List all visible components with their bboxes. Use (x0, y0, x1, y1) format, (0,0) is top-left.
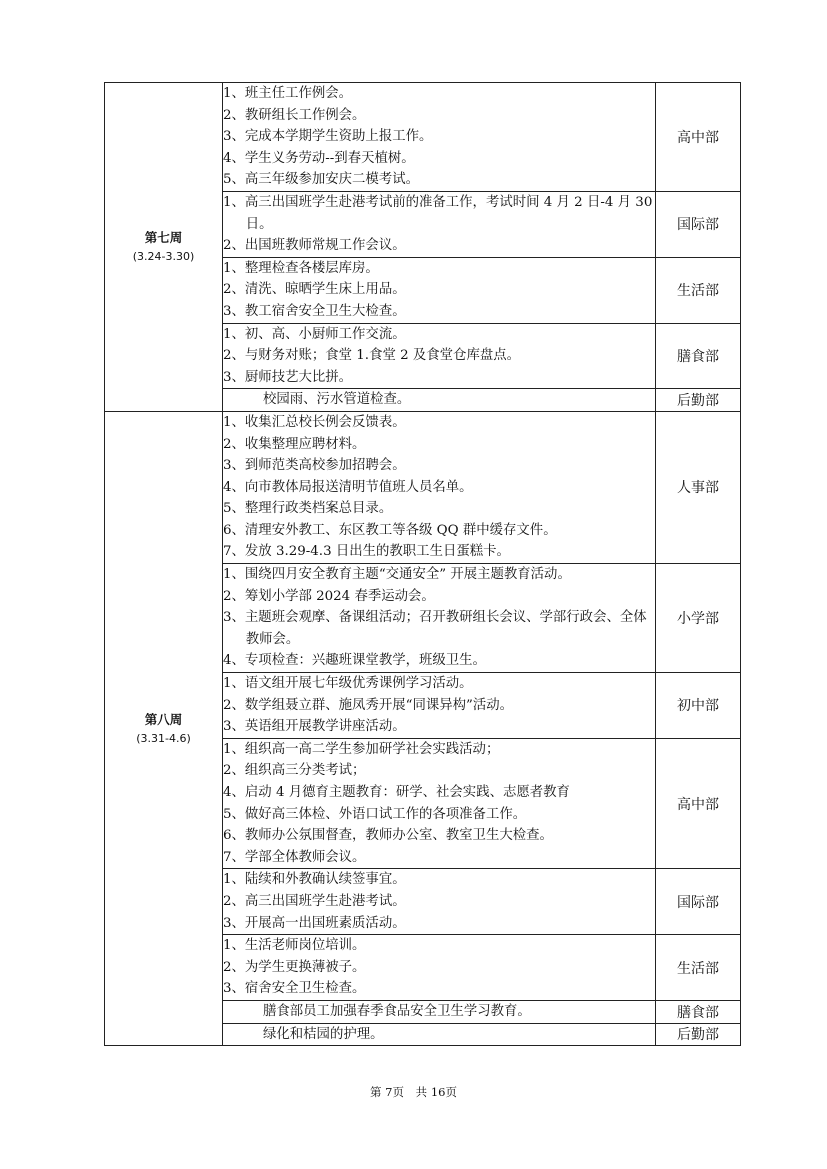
page-total: 共 16页 (415, 1085, 457, 1099)
task-item: 6、清理安外教工、东区教工等各级 QQ 群中缓存文件。 (223, 522, 557, 538)
week-range: (3.31-4.6) (136, 731, 191, 745)
task-list-cell (223, 738, 656, 869)
week-name: 第八周 (144, 711, 183, 727)
week-cell (105, 411, 223, 1045)
task-item: 4、学生义务劳动--到春天植树。 (223, 150, 415, 166)
task-item: 2、数学组聂立群、施凤秀开展“同课异构”活动。 (223, 697, 514, 713)
task-list-cell (223, 411, 656, 563)
schedule-table (104, 82, 741, 1046)
task-item: 2、出国班教师常规工作会议。 (223, 238, 406, 254)
task-item: 膳食部员工加强春季食品安全卫生学习教育。 (263, 1003, 531, 1019)
task-list-cell (223, 673, 656, 739)
task-item: 1、高三出国班学生赴港考试前的准备工作，考试时间 4 月 2 日-4 月 30 日。 (223, 194, 653, 232)
task-item: 7、学部全体教师会议。 (223, 849, 366, 865)
task-item: 5、高三年级参加安庆二模考试。 (223, 172, 419, 188)
schedule-body (105, 83, 741, 1046)
task-item: 1、语文组开展七年级优秀课例学习活动。 (223, 676, 473, 692)
page-number: 第 7页 (370, 1085, 405, 1099)
task-item: 4、启动 4 月德育主题教育：研学、社会实践、志愿者教育 (223, 785, 570, 800)
task-item: 1、组织高一高二学生参加研学社会实践活动； (223, 741, 500, 757)
task-list-cell (223, 564, 656, 673)
department-cell: 膳食部 (656, 1000, 741, 1023)
task-item: 5、整理行政类档案总目录。 (223, 501, 393, 517)
task-item: 2、为学生更换薄被子。 (223, 959, 366, 975)
week-name: 第七周 (144, 229, 183, 245)
task-item: 2、高三出国班学生赴港考试。 (223, 893, 406, 909)
task-item: 7、发放 3.29-4.3 日出生的教职工生日蛋糕卡。 (223, 544, 510, 560)
department-cell: 后勤部 (656, 1023, 741, 1046)
schedule-row (105, 83, 741, 192)
task-item: 2、清洗、晾晒学生床上用品。 (223, 282, 406, 298)
task-item: 1、围绕四月安全教育主题“交通安全” 开展主题教育活动。 (223, 567, 571, 583)
task-item: 1、陆续和外教确认续签事宜。 (223, 872, 406, 888)
task-list-cell (223, 83, 656, 192)
department-cell: 国际部 (656, 869, 741, 935)
task-item: 1、生活老师岗位培训。 (223, 938, 366, 954)
department-cell: 人事部 (656, 411, 741, 563)
task-item: 5、做好高三体检、外语口试工作的各项准备工作。 (223, 806, 527, 822)
department-cell: 高中部 (656, 83, 741, 192)
department-cell: 生活部 (656, 257, 741, 323)
task-list-cell (223, 869, 656, 935)
department-cell: 小学部 (656, 564, 741, 673)
task-item: 3、到师范类高校参加招聘会。 (223, 458, 406, 474)
task-item: 校园雨、污水管道检查。 (263, 392, 411, 408)
task-list-cell (223, 935, 656, 1001)
task-item: 3、宿舍安全卫生检查。 (223, 981, 366, 997)
task-item: 3、英语组开展教学讲座活动。 (223, 719, 406, 735)
task-item: 1、收集汇总校长例会反馈表。 (223, 414, 406, 430)
department-cell: 生活部 (656, 935, 741, 1001)
task-item: 3、厨师技艺大比拼。 (223, 369, 353, 385)
task-item: 6、教师办公氛围督查，教师办公室、教室卫生大检查。 (223, 828, 553, 844)
task-item: 1、初、高、小厨师工作交流。 (223, 326, 406, 342)
task-list-cell (223, 191, 656, 257)
task-item: 4、专项检查：兴趣班课堂教学，班级卫生。 (223, 653, 486, 669)
task-list-cell (223, 1000, 656, 1023)
task-item: 3、主题班会观摩、备课组活动；召开教研组长会议、学部行政会、全体教师会。 (223, 610, 647, 647)
task-list-cell (223, 257, 656, 323)
task-list-cell (223, 323, 656, 389)
department-cell: 初中部 (656, 673, 741, 739)
task-item: 1、整理检查各楼层库房。 (223, 260, 379, 276)
task-item: 3、开展高一出国班素质活动。 (223, 915, 406, 931)
department-cell: 高中部 (656, 738, 741, 869)
schedule-row (105, 411, 741, 563)
task-item: 2、组织高三分类考试； (223, 763, 366, 779)
department-cell: 后勤部 (656, 389, 741, 412)
week-range: (3.24-3.30) (132, 249, 195, 263)
page-footer (0, 1084, 827, 1100)
week-cell (105, 83, 223, 412)
task-item: 3、完成本学期学生资助上报工作。 (223, 129, 433, 145)
task-item: 绿化和桔园的护理。 (263, 1026, 384, 1042)
task-item: 1、班主任工作例会。 (223, 86, 353, 101)
task-item: 3、教工宿舍安全卫生大检查。 (223, 303, 406, 319)
task-list-cell (223, 1023, 656, 1046)
task-item: 2、与财务对账；食堂 1.食堂 2 及食堂仓库盘点。 (223, 348, 521, 364)
task-item: 2、收集整理应聘材料。 (223, 436, 366, 452)
task-list-cell (223, 389, 656, 412)
task-item: 2、教研组长工作例会。 (223, 107, 366, 123)
department-cell: 国际部 (656, 191, 741, 257)
task-item: 2、筹划小学部 2024 春季运动会。 (223, 588, 435, 604)
task-item: 4、向市教体局报送清明节值班人员名单。 (223, 479, 473, 495)
department-cell: 膳食部 (656, 323, 741, 389)
